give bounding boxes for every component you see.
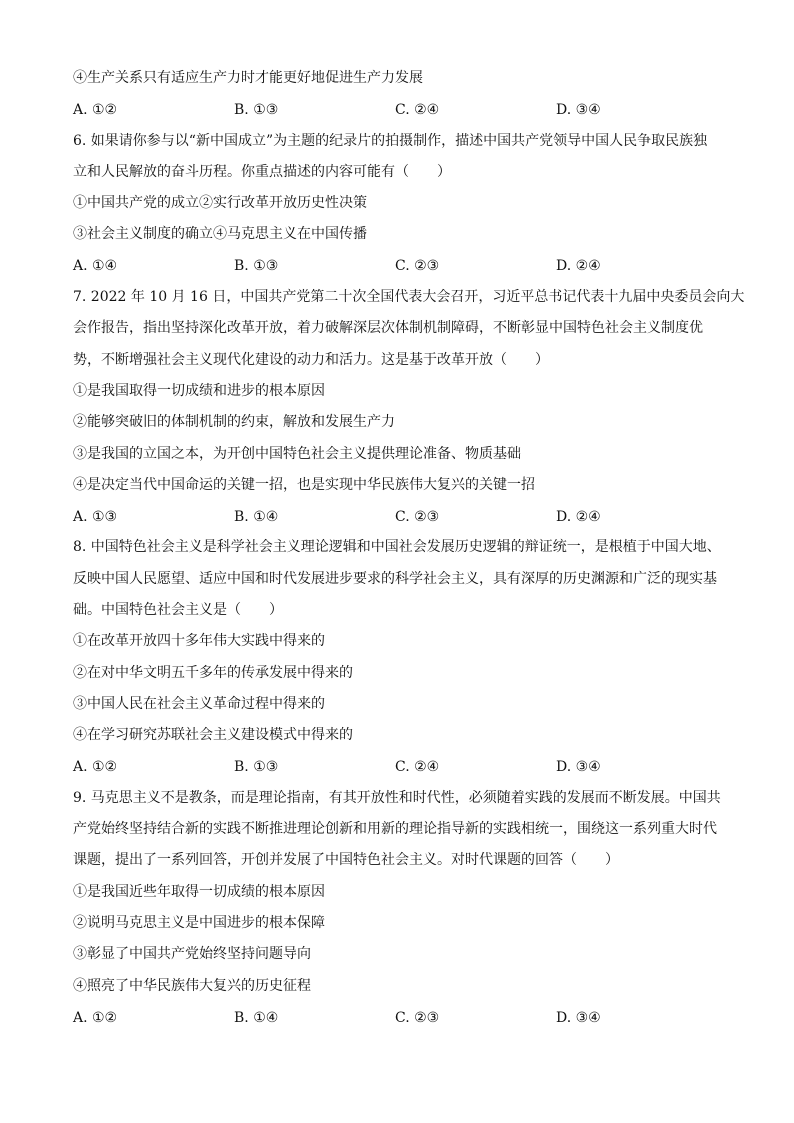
option-c: C. ②③ bbox=[395, 1009, 440, 1026]
question-stem-line: 础。中国特色社会主义是（ ） bbox=[73, 602, 283, 619]
option-a: A. ①② bbox=[73, 101, 118, 118]
statement-item: ③彰显了中国共产党始终坚持问题导向 bbox=[73, 946, 311, 963]
option-c: C. ②④ bbox=[395, 101, 440, 118]
question-stem-line: 9. 马克思主义不是教条，而是理论指南，有其开放性和时代性，必须随着实践的发展而不断发展。中国共 bbox=[73, 789, 721, 806]
option-a: A. ①④ bbox=[73, 258, 118, 275]
statement-item: ④照亮了中华民族伟大复兴的历史征程 bbox=[73, 977, 311, 994]
option-row bbox=[73, 251, 723, 282]
question-stem-line: 6. 如果请你参与以“新中国成立”为主题的纪录片的拍摄制作，描述中国共产党领导中国人民争取民族独 bbox=[73, 132, 708, 149]
option-b: B. ①③ bbox=[234, 101, 279, 118]
question-stem-line: 会作报告，指出坚持深化改革开放，着力破解深层次体制机制障碍，不断彰显中国特色社会主义制度优 bbox=[73, 320, 703, 337]
question-6 bbox=[73, 126, 723, 282]
option-row bbox=[73, 752, 723, 783]
option-c: C. ②③ bbox=[395, 258, 440, 275]
question-stem-line: 反映中国人民愿望、适应中国和时代发展进步要求的科学社会主义，具有深厚的历史渊源和广泛的现实基 bbox=[73, 570, 717, 587]
option-a: A. ①② bbox=[73, 759, 118, 776]
question-stem-line: 课题，提出了一系列回答，开创并发展了中国特色社会主义。对时代课题的回答（ ） bbox=[73, 852, 619, 869]
statement-item: ①在改革开放四十多年伟大实践中得来的 bbox=[73, 633, 325, 650]
statement-item: ④生产关系只有适应生产力时才能更好地促进生产力发展 bbox=[73, 70, 423, 86]
question-stem-line: 8. 中国特色社会主义是科学社会主义理论逻辑和中国社会发展历史逻辑的辩证统一，是根植于中国大地、 bbox=[73, 539, 721, 556]
statement-item: ③中国人民在社会主义革命过程中得来的 bbox=[73, 695, 325, 712]
page-content bbox=[73, 63, 745, 1033]
statement-item: ④在学习研究苏联社会主义建设模式中得来的 bbox=[73, 727, 353, 744]
option-a: A. ①② bbox=[73, 1009, 118, 1026]
option-d: D. ③④ bbox=[556, 1009, 601, 1026]
option-row bbox=[73, 501, 723, 532]
statement-item: ②说明马克思主义是中国进步的根本保障 bbox=[73, 915, 325, 932]
option-row bbox=[73, 1002, 723, 1033]
option-row bbox=[73, 94, 723, 125]
question-7 bbox=[73, 282, 745, 532]
question-stem-line: 势，不断增强社会主义现代化建设的动力和活力。这是基于改革开放（ ） bbox=[73, 351, 549, 368]
option-c: C. ②③ bbox=[395, 508, 440, 525]
question-stem-line: 立和人民解放的奋斗历程。你重点描述的内容可能有（ ） bbox=[73, 163, 451, 180]
question-8 bbox=[73, 532, 723, 782]
statement-item: ③是我国的立国之本，为开创中国特色社会主义提供理论准备、物质基础 bbox=[73, 445, 521, 462]
statement-item: ①是我国取得一切成绩和进步的根本原因 bbox=[73, 382, 325, 399]
option-b: B. ①③ bbox=[234, 759, 279, 776]
statement-item: ③社会主义制度的确立④马克思主义在中国传播 bbox=[73, 226, 367, 243]
statement-item: ④是决定当代中国命运的关键一招，也是实现中华民族伟大复兴的关键一招 bbox=[73, 476, 535, 493]
option-b: B. ①③ bbox=[234, 258, 279, 275]
option-a: A. ①③ bbox=[73, 508, 118, 525]
statement-item: ①是我国近些年取得一切成绩的根本原因 bbox=[73, 883, 325, 900]
option-b: B. ①④ bbox=[234, 508, 279, 525]
option-b: B. ①④ bbox=[234, 1009, 279, 1026]
question-9 bbox=[73, 783, 723, 1033]
option-d: D. ②④ bbox=[556, 508, 601, 525]
statement-item: ①中国共产党的成立②实行改革开放历史性决策 bbox=[73, 195, 367, 212]
question-stem-line: 产党始终坚持结合新的实践不断推进理论创新和用新的理论指导新的实践相统一，围绕这一系列重大时代 bbox=[73, 821, 717, 838]
question-stem-line: 7. 2022 年 10 月 16 日，中国共产党第二十次全国代表大会召开，习近平总书记代表十九届中央委员会向大 bbox=[73, 289, 745, 306]
option-d: D. ③④ bbox=[556, 101, 601, 118]
statement-item: ②能够突破旧的体制机制的约束，解放和发展生产力 bbox=[73, 414, 395, 431]
option-d: D. ②④ bbox=[556, 258, 601, 275]
option-d: D. ③④ bbox=[556, 759, 601, 776]
statement-item: ②在对中华文明五千多年的传承发展中得来的 bbox=[73, 664, 353, 681]
option-c: C. ②④ bbox=[395, 759, 440, 776]
